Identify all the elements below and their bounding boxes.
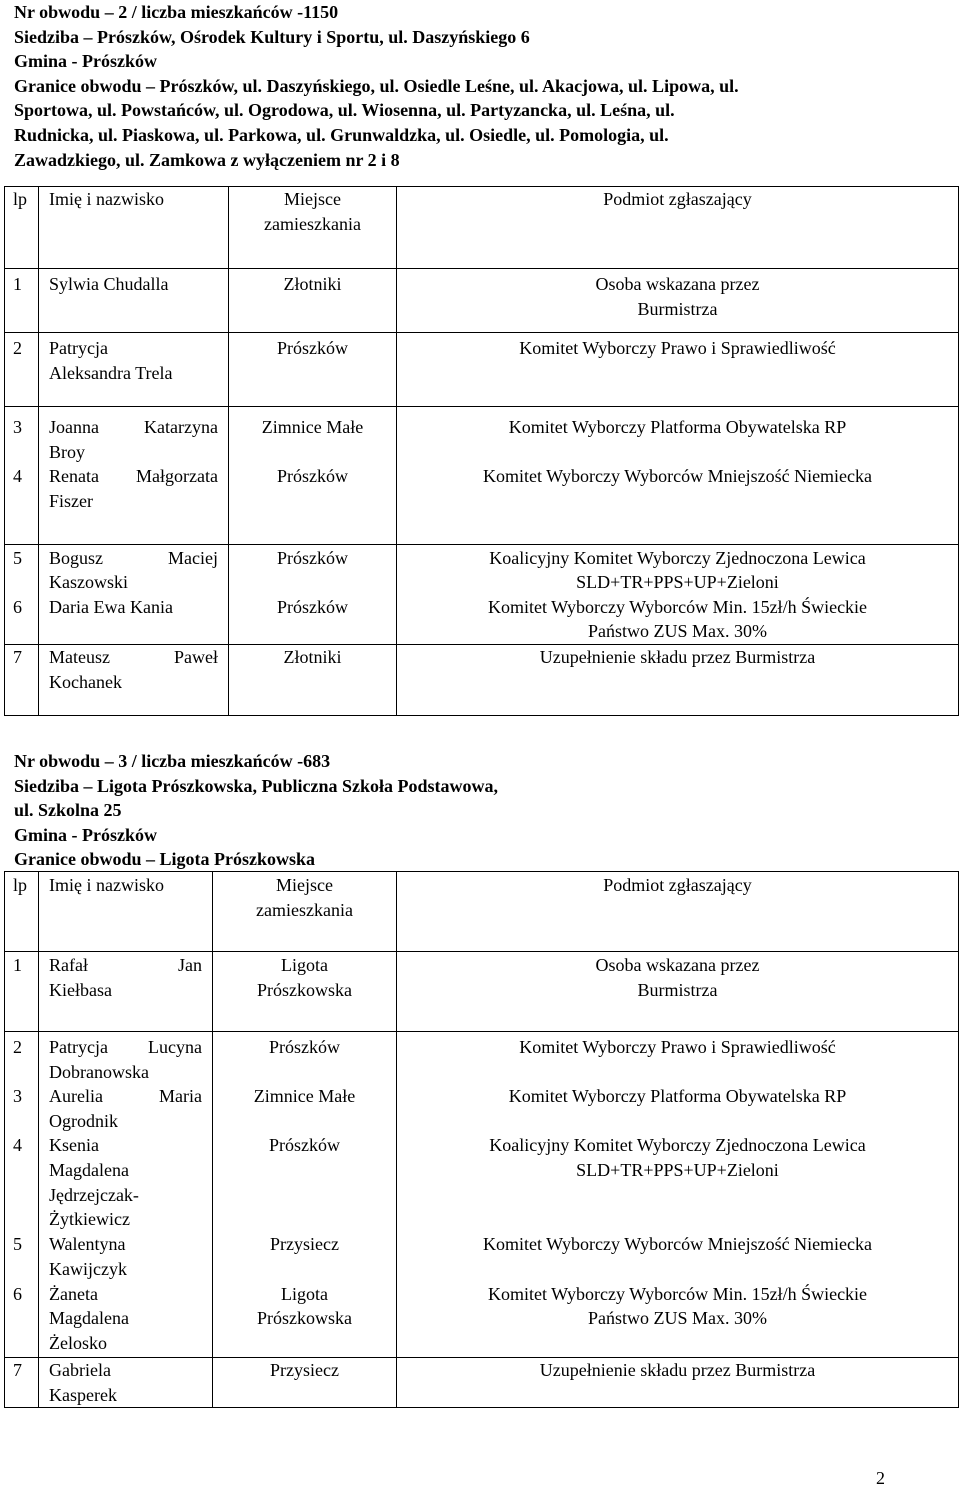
table-header-row [5,872,959,952]
name-line: Magdalena [49,1159,129,1180]
district-number: Nr obwodu – 2 / liczba mieszkańców -1150 [14,2,339,22]
table-row [5,464,959,544]
district-bounds-line: Rudnicka, ul. Piaskowa, ul. Parkowa, ul. Grunwaldzka, ul. Osiedle, ul. Pomologia, ul. [14,124,669,145]
submitter-line: Komitet Wyborczy Wyborców Min. 15zł/h Świeckie [487,1283,868,1304]
row-name [39,1282,213,1358]
section1-table [4,186,959,716]
submitter-line: Osoba wskazana przez [595,274,760,294]
row-submitter: Uzupełnienie składu przez Burmistrza [397,1358,959,1408]
place-line: Prószkowska [257,979,352,1000]
row-name [39,333,229,407]
header-submitter: Podmiot zgłaszający [397,872,959,952]
name-line: Kawijczyk [49,1258,127,1279]
row-lp: 2 [5,1032,39,1085]
row-place: Prószków [229,595,397,645]
row-lp: 2 [5,333,39,407]
table-row [5,1232,959,1281]
row-place: Prószków [213,1032,397,1085]
name-line: Gabriela [49,1360,111,1381]
name-line: Jędrzejczak- [49,1184,139,1205]
table-row [5,595,959,645]
submitter-line: Burmistrza [637,979,718,1000]
row-submitter: Komitet Wyborczy Prawo i Sprawiedliwość [397,1032,959,1085]
submitter-line: Burmistrza [637,298,718,319]
name-line: Kochanek [49,671,122,692]
district-number: Nr obwodu – 3 / liczba mieszkańców -683 [14,751,331,771]
name-line: Żytkiewicz [49,1209,130,1230]
district-seat-address: ul. Szkolna 25 [14,800,122,821]
row-submitter [397,952,959,1032]
table-row [5,544,959,595]
row-name [39,645,229,716]
row-place: Przysiecz [213,1232,397,1281]
row-name: Sylwia Chudalla [39,269,229,333]
name-line: Aurelia Maria [49,1086,202,1107]
table-row [5,1133,959,1232]
row-place: Zimnice Małe [229,407,397,465]
row-place [213,952,397,1032]
table-row [5,407,959,465]
row-place: Prószków [229,544,397,595]
row-submitter [397,269,959,333]
row-place: Zimnice Małe [213,1084,397,1133]
row-name [39,1358,213,1408]
row-place: Prószków [213,1133,397,1232]
table-row [5,1358,959,1408]
row-submitter [397,1133,959,1232]
row-name [39,544,229,595]
row-lp: 6 [5,595,39,645]
name-line: Ksenia [49,1135,99,1156]
row-submitter: Komitet Wyborczy Platforma Obywatelska RP [397,1084,959,1133]
table-row [5,645,959,716]
name-line: Mateusz Paweł [49,647,218,668]
name-line: Aleksandra Trela [49,362,173,383]
name-line: Kiełbasa [49,979,112,1000]
header-lp: lp [5,872,39,952]
submitter-line: Koalicyjny Komitet Wyborczy Zjednoczona Lewica [489,1135,866,1156]
name-line: Rafał Jan [49,955,202,975]
row-name [39,952,213,1032]
section1-header [14,0,934,172]
row-name [39,1232,213,1281]
header-place-line: zamieszkania [264,213,361,234]
name-line: Kasperek [49,1384,117,1405]
row-name [39,464,229,544]
district-municipality: Gmina - Prószków [14,824,157,845]
row-lp: 1 [5,269,39,333]
name-line: Żaneta [49,1283,98,1304]
name-line: Bogusz Maciej [49,547,218,568]
row-place: Przysiecz [213,1358,397,1408]
header-place [229,187,397,269]
name-line: Patrycja [49,338,108,358]
page-number: 2 [876,1468,885,1488]
row-lp: 3 [5,1084,39,1133]
name-line: Patrycja Lucyna [49,1037,202,1057]
row-place: Złotniki [229,269,397,333]
district-bounds-line: Sportowa, ul. Powstańców, ul. Ogrodowa, ul. Wiosenna, ul. Partyzancka, ul. Leśna, ul. [14,100,675,121]
submitter-line: SLD+TR+PPS+UP+Zieloni [576,1159,779,1180]
district-seat: Siedziba – Prószków, Ośrodek Kultury i Sportu, ul. Daszyńskiego 6 [14,26,530,47]
submitter-line: Komitet Wyborczy Wyborców Min. 15zł/h Świeckie [487,596,868,617]
name-line: Joanna Katarzyna [49,417,218,437]
row-submitter: Komitet Wyborczy Wyborców Mniejszość Niemiecka [397,464,959,544]
district-bounds-line: Granice obwodu – Prószków, ul. Daszyńskiego, ul. Osiedle Leśne, ul. Akacjowa, ul. Lipowa, ul. [14,75,739,96]
row-lp: 6 [5,1282,39,1358]
row-lp: 7 [5,1358,39,1408]
submitter-line: SLD+TR+PPS+UP+Zieloni [576,572,779,593]
name-line: Żelosko [49,1332,107,1353]
name-line: Broy [49,441,85,462]
row-lp: 3 [5,407,39,465]
submitter-line: Osoba wskazana przez [595,955,760,975]
header-place-line: Miejsce [276,875,333,895]
table-row [5,952,959,1032]
district-bounds-line: Zawadzkiego, ul. Zamkowa z wyłączeniem nr 2 i 8 [14,149,400,170]
table-row [5,269,959,333]
table-header-row [5,187,959,269]
row-place: Złotniki [229,645,397,716]
row-lp: 5 [5,1232,39,1281]
table-row [5,1084,959,1133]
header-lp: lp [5,187,39,269]
section2-table [4,871,959,1408]
header-place-line: Miejsce [284,189,341,209]
name-line: Renata Małgorzata [49,466,218,487]
row-submitter: Komitet Wyborczy Prawo i Sprawiedliwość [397,333,959,407]
row-submitter [397,544,959,595]
district-municipality: Gmina - Prószków [14,51,157,72]
table-row [5,333,959,407]
header-submitter: Podmiot zgłaszający [397,187,959,269]
name-line: Ogrodnik [49,1110,118,1131]
row-submitter [397,595,959,645]
row-name [39,1084,213,1133]
header-name: Imię i nazwisko [39,187,229,269]
header-place [213,872,397,952]
row-lp: 4 [5,1133,39,1232]
row-submitter [397,1282,959,1358]
row-lp: 1 [5,952,39,1032]
submitter-line: Państwo ZUS Max. 30% [588,1308,767,1329]
name-line: Walentyna [49,1234,126,1255]
place-line: Ligota [281,955,328,975]
row-lp: 5 [5,544,39,595]
place-line: Prószkowska [257,1308,352,1329]
row-place: Prószków [229,464,397,544]
row-name [39,1032,213,1085]
table-row [5,1282,959,1358]
header-name: Imię i nazwisko [39,872,213,952]
submitter-line: Koalicyjny Komitet Wyborczy Zjednoczona Lewica [489,547,866,568]
row-submitter: Komitet Wyborczy Wyborców Mniejszość Niemiecka [397,1232,959,1281]
district-seat: Siedziba – Ligota Prószkowska, Publiczna Szkoła Podstawowa, [14,775,499,796]
row-name [39,407,229,465]
row-lp: 7 [5,645,39,716]
name-line: Fiszer [49,490,93,511]
submitter-line: Państwo ZUS Max. 30% [588,621,767,642]
row-place: Prószków [229,333,397,407]
header-place-line: zamieszkania [256,899,353,920]
row-name: Daria Ewa Kania [39,595,229,645]
name-line: Kaszowski [49,572,128,593]
row-name [39,1133,213,1232]
district-bounds-line: Granice obwodu – Ligota Prószkowska [14,849,316,870]
name-line: Magdalena [49,1308,129,1329]
place-line: Ligota [281,1283,328,1304]
row-submitter: Uzupełnienie składu przez Burmistrza [397,645,959,716]
row-place [213,1282,397,1358]
row-submitter: Komitet Wyborczy Platforma Obywatelska RP [397,407,959,465]
name-line: Dobranowska [49,1061,149,1082]
table-row [5,1032,959,1085]
row-lp: 4 [5,464,39,544]
section2-header [14,749,934,872]
